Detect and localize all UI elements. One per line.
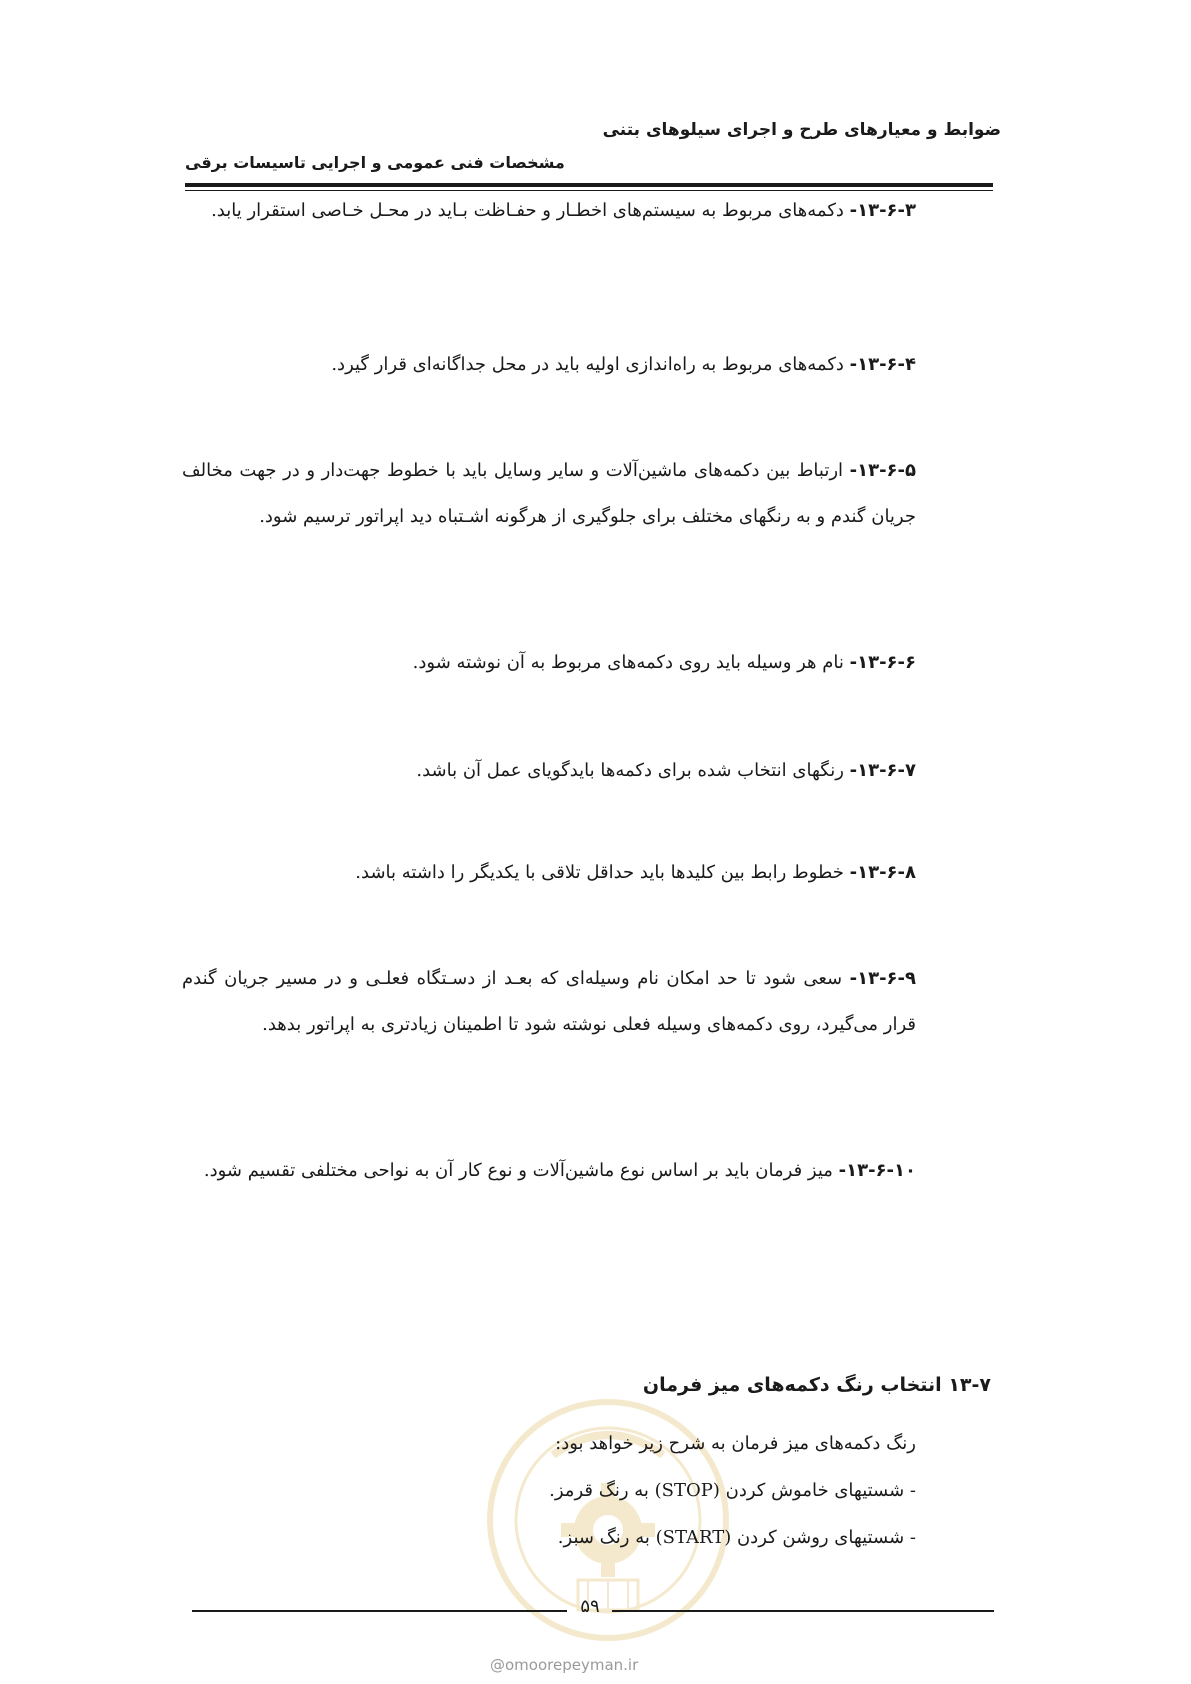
clause-number: ۱۳-۶-۶-: [849, 652, 916, 673]
clause-text: ارتباط بین دکمه‌های ماشین‌آلات و سایر وسایل باید با خطوط جهت‌دار و در جهت مخالف جریان گندم و به رنگهای مختلف برای جلوگیری از هرگونه اشـتباه دید اپراتور ترسیم شود.: [182, 460, 916, 527]
site-watermark: [490, 1656, 638, 1674]
page-number: ۵۹: [580, 1596, 600, 1617]
clause-text: سعی شود تا حد امکان نام وسیله‌ای که بعـد از دسـتگاه فعلـی و در مسیر جریان گندم قرار می‌گیرد، روی دکمه‌های وسیله فعلی نوشته شود تا اطمینان زیادتری به اپراتور بدهد.: [182, 968, 916, 1035]
paragraph-13-6-8: [182, 850, 916, 896]
clause-text: دکمه‌های مربوط به سیستم‌های اخطـار و حفـاظت بـاید در محـل خـاصی استقرار یابد.: [211, 200, 850, 221]
clause-text: خطوط رابط بین کلیدها باید حداقل تلاقی با یکدیگر را داشته باشد.: [355, 862, 850, 883]
section-heading-13-7: ۱۳-۷ انتخاب رنگ دکمه‌های میز فرمان: [642, 1374, 991, 1396]
paragraph-13-6-4: [182, 342, 916, 388]
footer-rule-left: [192, 1610, 567, 1612]
clause-number: ۱۳-۶-۱۰-: [838, 1160, 916, 1181]
clause-text: دکمه‌های مربوط به راه‌اندازی اولیه باید در محل جداگانه‌ای قرار گیرد.: [331, 354, 850, 375]
running-header-subtitle: مشخصات فنی عمومی و اجرایی تاسیسات برقی: [185, 153, 565, 172]
clause-text: میز فرمان باید بر اساس نوع ماشین‌آلات و نوع کار آن به نواحی مختلفی تقسیم شود.: [203, 1160, 839, 1181]
clause-number: ۱۳-۶-۷-: [849, 760, 916, 781]
clause-number: ۱۳-۶-۹-: [849, 968, 916, 989]
paragraph-13-6-7: [182, 748, 916, 794]
site-watermark-text: omoorepeyman.ir: [505, 1656, 639, 1674]
footer-rule-right: [612, 1610, 994, 1612]
at-icon: @: [490, 1656, 505, 1674]
clause-text: رنگهای انتخاب شده برای دکمه‌ها بایدگویای عمل آن باشد.: [416, 760, 850, 781]
section-intro-line: رنگ دکمه‌های میز فرمان به شرح زیر خواهد بود:: [555, 1433, 916, 1454]
list-item-start: - شستیهای روشن کردن (START) به رنگ سبز.: [557, 1527, 916, 1548]
section-body: [396, 1420, 916, 1561]
paragraph-13-6-6: [182, 640, 916, 686]
clause-number: ۱۳-۶-۴-: [849, 354, 916, 375]
header-rule-thick: [185, 183, 993, 187]
clause-number: ۱۳-۶-۸-: [849, 862, 916, 883]
paragraph-13-6-10: [182, 1148, 916, 1194]
paragraph-13-6-3: [182, 188, 916, 234]
paragraph-13-6-9: [182, 956, 916, 1048]
clause-number: ۱۳-۶-۳-: [849, 200, 916, 221]
clause-text: نام هر وسیله باید روی دکمه‌های مربوط به آن نوشته شود.: [412, 652, 850, 673]
clause-number: ۱۳-۶-۵-: [849, 460, 916, 481]
paragraph-13-6-5: [182, 448, 916, 540]
list-item-stop: - شستیهای خاموش کردن (STOP) به رنگ قرمز.: [549, 1480, 916, 1501]
running-header-title: ضوابط و معیارهای طرح و اجرای سیلوهای بتنی: [602, 120, 1001, 140]
